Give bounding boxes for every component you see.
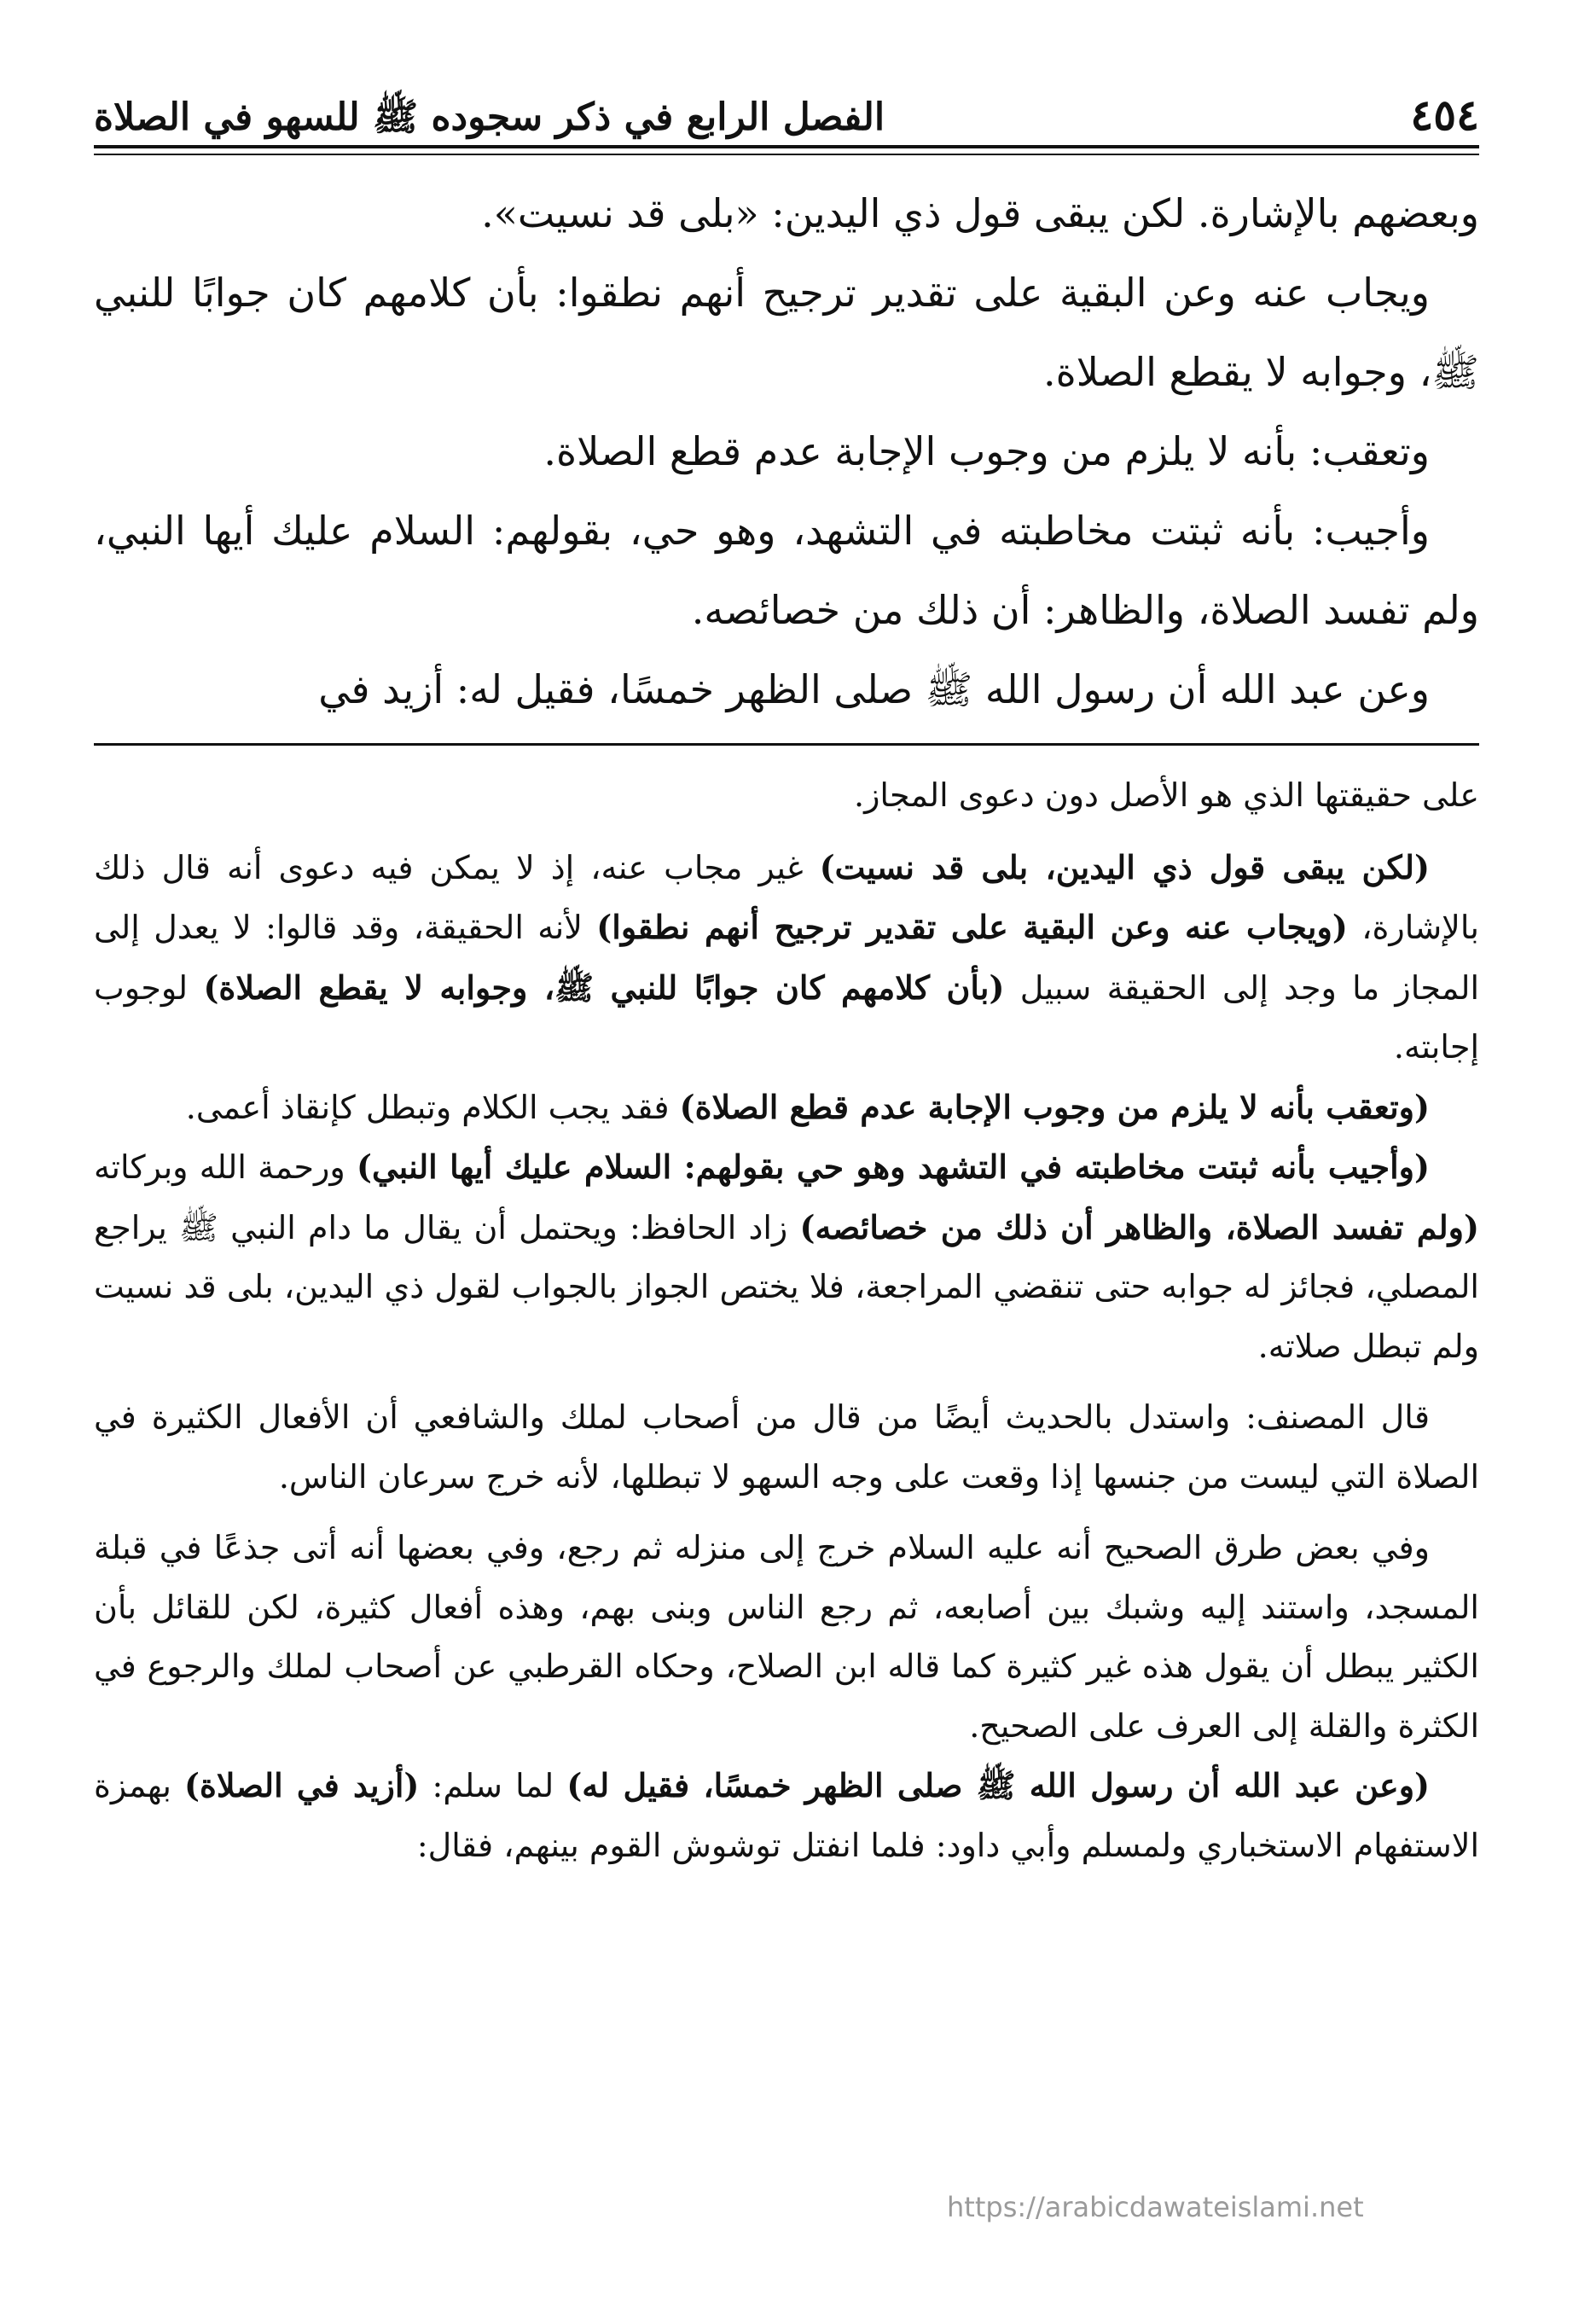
commentary-text [94,766,1479,1875]
quoted-main-text: (بأن كلامهم كان جوابًا للنبي ﷺ، وجوابه لا يقطع الصلاة) [203,967,1005,1007]
commentary-text-run: لوجوب إجابته. [94,968,1479,1066]
page-number: ٤٥٤ [1410,90,1479,140]
commentary-text-run: لأنه الحقيقة، وقد قالوا: لا يعدل إلى المجاز ما وجد إلى الحقيقة سبيل [94,909,1479,1007]
document-page [94,68,1479,2286]
quoted-main-text: (ولم تفسد الصلاة، والظاهر أن ذلك من خصائصه) [799,1207,1479,1246]
header-rule-thin [94,154,1479,155]
commentary-paragraph-1: على حقيقتها الذي هو الأصل دون دعوى المجاز. [853,776,1479,814]
header-rule-thick [94,145,1479,148]
commentary-paragraph-3 [94,1078,1479,1138]
main-paragraph-1: وبعضهم بالإشارة. لكن يبقى قول ذي اليدين: «بلى قد نسيت». [481,190,1479,236]
quoted-main-text: (ويجاب عنه وعن البقية على تقدير ترجيح أنهم نطقوا) [596,908,1348,946]
commentary-text-run: غير مجاب عنه، إذ لا يمكن فيه دعوى أنه قال ذلك بالإشارة، [94,848,1480,946]
commentary-paragraph-7 [94,1756,1479,1875]
commentary-separator [94,743,1479,746]
quoted-main-text: (وعن عبد الله أن رسول الله ﷺ صلى الظهر خمسًا، فقيل له) [566,1766,1431,1804]
commentary-paragraph-4 [94,1137,1479,1376]
watermark-url: https://arabicdawateislami.net [947,2191,1364,2223]
commentary-text-run: ورحمة الله وبركاته [94,1148,357,1186]
main-text [94,174,1479,729]
main-paragraph-3: وتعقب: بأنه لا يلزم من وجوب الإجابة عدم قطع الصلاة. [543,428,1430,474]
running-header [94,68,1479,142]
quoted-main-text: (وتعقب بأنه لا يلزم من وجوب الإجابة عدم قطع الصلاة) [679,1087,1430,1126]
quoted-main-text: (أزيد في الصلاة) [184,1766,420,1804]
commentary-paragraph-2 [94,838,1479,1078]
commentary-text-run: لما سلم: [419,1767,567,1804]
commentary-text-run: فقد يجب الكلام وتبطل كإنقاذ أعمى. [185,1088,680,1126]
main-paragraph-2: ويجاب عنه وعن البقية على تقدير ترجيح أنهم نطقوا: بأن كلامهم كان جوابًا للنبي ﷺ، وجوابه لا يقطع الصلاة. [94,270,1479,395]
commentary-text-run: بهمزة الاستفهام الاستخباري ولمسلم وأبي داود: فلما انفتل توشوش القوم بينهم، فقال: [94,1767,1479,1864]
quoted-main-text: (وأجيب بأنه ثبتت مخاطبته في التشهد وهو حي بقولهم: السلام عليك أيها النبي) [356,1147,1431,1186]
quoted-main-text: (لكن يبقى قول ذي اليدين، بلى قد نسيت) [819,847,1430,886]
commentary-paragraph-5: قال المصنف: واستدل بالحديث أيضًا من قال من أصحاب لملك والشافعي أن الأفعال الكثيرة في الصلاة التي ليست من جنسها إذا وقعت على وجه السهو لا تبطلها، لأنه خرج سرعان الناس. [94,1398,1479,1496]
main-paragraph-5: وعن عبد الله أن رسول الله ﷺ صلى الظهر خمسًا، فقيل له: أزيد في [318,666,1430,712]
commentary-text-run: زاد الحافظ: ويحتمل أن يقال ما دام النبي ﷺ يراجع المصلي، فجائز له جوابه حتى تنقضي المراجعة، فلا يختص الجواز بالجواب لقول ذي اليدين، بلى قد نسيت ولم تبطل صلاته. [94,1208,1479,1365]
commentary-paragraph-6: وفي بعض طرق الصحيح أنه عليه السلام خرج إلى منزله ثم رجع، وفي بعضها أنه أتى جذعًا في قبلة المسجد، واستند إليه وشبك بين أصابعه، ثم رجع الناس وبنى بهم، وهذه أفعال كثيرة، لكن للقائل بأن الكثير يبطل أن يقول هذه غير كثيرة كما قاله ابن الصلاح، وحكاه القرطبي عن أصحاب لملك والرجوع في الكثرة والقلة إلى العرف على الصحيح. [94,1529,1479,1745]
chapter-title: الفصل الرابع في ذكر سجوده ﷺ للسهو في الصلاة [94,96,885,139]
main-paragraph-4: وأجيب: بأنه ثبتت مخاطبته في التشهد، وهو حي، بقولهم: السلام عليك أيها النبي، ولم تفسد الصلاة، والظاهر: أن ذلك من خصائصه. [94,508,1479,633]
